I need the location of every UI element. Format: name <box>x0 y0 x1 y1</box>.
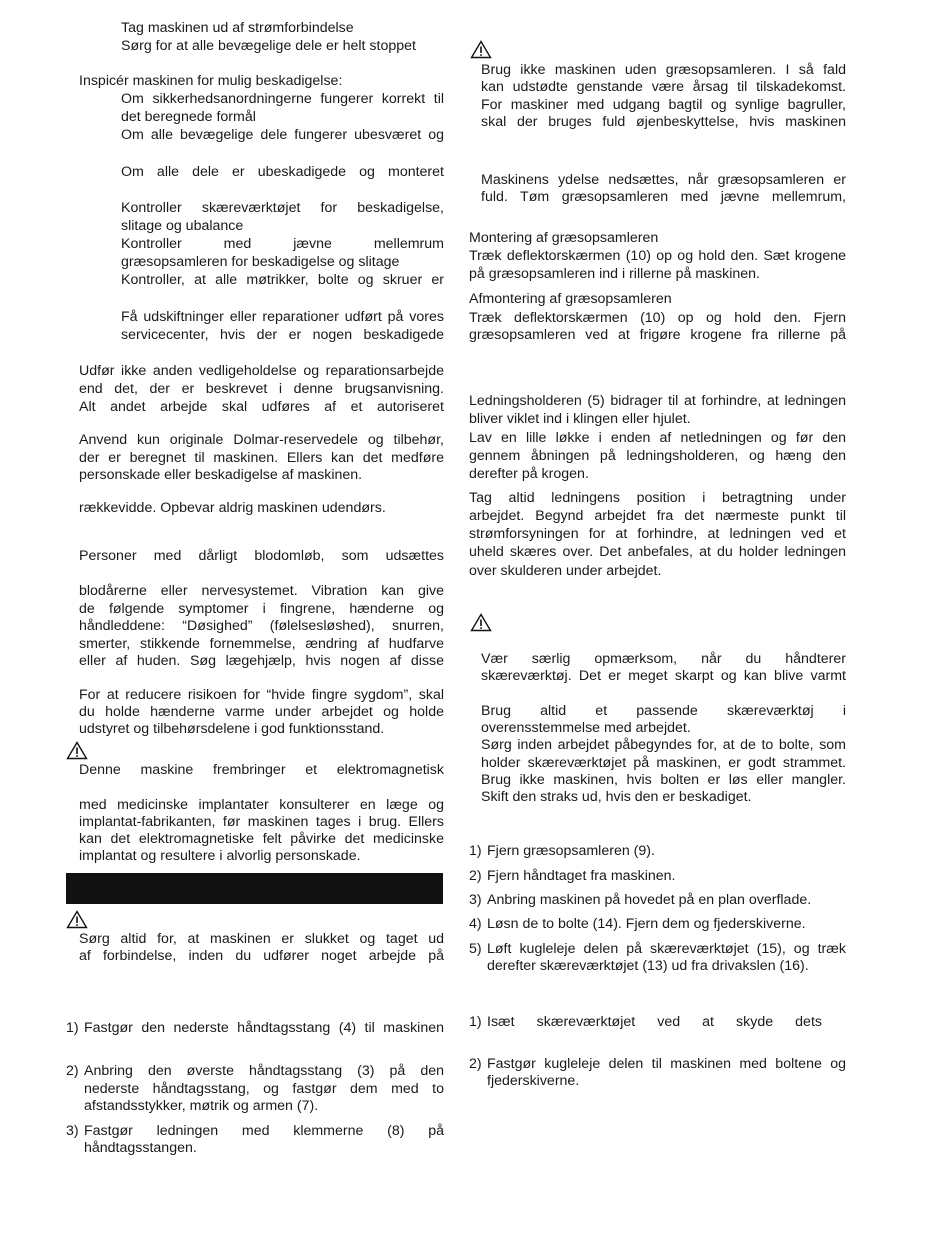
paragraph: holder skæreværktøjet på maskinen, er godt strammet. <box>481 755 846 771</box>
list-number: 1) <box>469 1014 482 1030</box>
paragraph: Personer med dårligt blodomløb, som udsættes <box>79 548 444 564</box>
list-item: Løft kugleleje delen på skæreværktøjet (15), og træk <box>487 941 846 957</box>
section-heading: Montering af græsopsamleren <box>469 230 659 246</box>
paragraph: skal der bruges fuld øjenbeskyttelse, hvis maskinen <box>481 114 846 130</box>
paragraph: Få udskiftninger eller reparationer udført på vores <box>121 309 444 325</box>
paragraph: Kontroller skæreværktøjet for beskadigelse, <box>121 200 444 216</box>
paragraph: bliver viklet ind i klingen eller hjulet. <box>469 411 691 427</box>
paragraph: Brug ikke maskinen, hvis bolten er løs eller mangler. <box>481 772 846 788</box>
paragraph: uheld skæres over. Det anbefales, at du holder ledningen <box>469 544 846 560</box>
paragraph: Anvend kun originale Dolmar-reservedele og tilbehør, <box>79 432 444 448</box>
paragraph: græsopsamleren for beskadigelse og slitage <box>121 254 400 270</box>
warning-triangle-icon <box>470 613 492 632</box>
list-item: derefter skæreværktøjet (13) ud fra drivakslen (16). <box>487 958 809 974</box>
list-number: 2) <box>66 1063 79 1079</box>
paragraph: fuld. Tøm græsopsamleren med jævne mellemrum, <box>481 189 846 205</box>
paragraph: Vær særlig opmærksom, når du håndterer <box>481 651 846 667</box>
list-number: 3) <box>66 1123 79 1139</box>
paragraph: servicecenter, hvis der er nogen beskadigede <box>121 327 444 343</box>
section-header-bar <box>66 873 443 904</box>
paragraph: Udfør ikke anden vedligeholdelse og reparationsarbejde <box>79 363 444 379</box>
list-item: Fastgør ledningen med klemmerne (8) på <box>84 1123 444 1139</box>
paragraph: Tag maskinen ud af strømforbindelse <box>121 20 354 36</box>
paragraph: med medicinske implantater konsulterer en læge og <box>79 797 444 813</box>
paragraph: kan det elektromagnetiske felt påvirke det medicinske <box>79 831 444 847</box>
paragraph: de følgende symptomer i fingrene, hænderne og <box>79 601 444 617</box>
paragraph: Denne maskine frembringer et elektromagnetisk <box>79 762 444 778</box>
list-number: 3) <box>469 892 482 908</box>
paragraph: Sørg for at alle bevægelige dele er helt stoppet <box>121 38 416 54</box>
list-item: nederste håndtagsstang, og fastgør dem med to <box>84 1081 444 1097</box>
warning-triangle-icon <box>66 741 88 760</box>
paragraph: implantat og resultere i alvorlig personskade. <box>79 848 361 864</box>
list-number: 5) <box>469 941 482 957</box>
paragraph: slitage og ubalance <box>121 218 244 234</box>
paragraph: strømforsyningen for at forhindre, at ledningen ved et <box>469 526 846 542</box>
paragraph: blodårerne eller nervesystemet. Vibration kan give <box>79 583 444 599</box>
paragraph: Træk deflektorskærmen (10) op og hold den. Sæt krogene <box>469 248 846 264</box>
paragraph: arbejdet. Begynd arbejdet fra det nærmeste punkt til <box>469 508 846 524</box>
paragraph: over skulderen under arbejdet. <box>469 563 662 579</box>
paragraph: personskade eller beskadigelse af maskinen. <box>79 467 363 483</box>
paragraph: overensstemmelse med arbejdet. <box>481 720 691 736</box>
paragraph: gennem åbningen på ledningsholderen, og hæng den <box>469 448 846 464</box>
paragraph: For at reducere risikoen for “hvide fingre sygdom”, skal <box>79 687 444 703</box>
warning-triangle-icon <box>66 910 88 929</box>
paragraph: end det, der er beskrevet i denne brugsanvisning. <box>79 381 444 397</box>
paragraph: skæreværktøj. Det er meget skarpt og kan blive varmt <box>481 668 846 684</box>
list-item: Anbring den øverste håndtagsstang (3) på den <box>84 1063 444 1079</box>
paragraph: der er beregnet til maskinen. Ellers kan det medføre <box>79 450 444 466</box>
paragraph: Alt andet arbejde skal udføres af et autoriseret <box>79 399 444 415</box>
paragraph: Kontroller, at alle møtrikker, bolte og skruer er <box>121 272 444 288</box>
paragraph: smerter, stikkende fornemmelse, ændring af hudfarve <box>79 636 444 652</box>
warning-triangle-icon <box>470 40 492 59</box>
paragraph: rækkevidde. Opbevar aldrig maskinen udendørs. <box>79 500 386 516</box>
paragraph: du holde hænderne varme under arbejdet og holde <box>79 704 444 720</box>
list-number: 1) <box>469 843 482 859</box>
paragraph: Sørg altid for, at maskinen er slukket og taget ud <box>79 931 444 947</box>
paragraph: håndleddene: “Døsighed” (følelsesløshed), snurren, <box>79 618 444 634</box>
list-item: Fastgør kugleleje delen til maskinen med boltene og <box>487 1056 846 1072</box>
list-number: 1) <box>66 1020 79 1036</box>
list-item: Anbring maskinen på hovedet på en plan overflade. <box>487 892 812 908</box>
paragraph: Træk deflektorskærmen (10) op og hold den. Fjern <box>469 310 846 326</box>
list-item: Løsn de to bolte (14). Fjern dem og fjederskiverne. <box>487 916 806 932</box>
paragraph: kan udstødte genstande være årsag til tilskadekomst. <box>481 79 846 95</box>
paragraph: Om alle bevægelige dele fungerer ubesværet og <box>121 127 444 143</box>
paragraph: implantat-fabrikanten, før maskinen tages i brug. Ellers <box>79 814 444 830</box>
paragraph: Brug altid et passende skæreværktøj i <box>481 703 846 719</box>
paragraph: Lav en lille løkke i enden af netledningen og før den <box>469 430 846 446</box>
list-item: Isæt skæreværktøjet ved at skyde dets <box>487 1014 822 1030</box>
paragraph: derefter på krogen. <box>469 466 589 482</box>
list-item: fjederskiverne. <box>487 1073 580 1089</box>
list-number: 2) <box>469 868 482 884</box>
paragraph: på græsopsamleren ind i rillerne på maskinen. <box>469 266 760 282</box>
paragraph: det beregnede formål <box>121 109 256 125</box>
paragraph: Kontroller med jævne mellemrum <box>121 236 444 252</box>
paragraph: Om sikkerhedsanordningerne fungerer korrekt til <box>121 91 444 107</box>
section-heading: Afmontering af græsopsamleren <box>469 291 672 307</box>
paragraph: Inspicér maskinen for mulig beskadigelse: <box>79 73 343 89</box>
list-item: afstandsstykker, møtrik og armen (7). <box>84 1098 319 1114</box>
list-number: 4) <box>469 916 482 932</box>
list-item: Fjern håndtaget fra maskinen. <box>487 868 676 884</box>
list-number: 2) <box>469 1056 482 1072</box>
paragraph: eller af huden. Søg lægehjælp, hvis nogen af disse <box>79 653 444 669</box>
list-item: Fastgør den nederste håndtagsstang (4) til maskinen <box>84 1020 444 1036</box>
paragraph: Skift den straks ud, hvis den er beskadiget. <box>481 789 752 805</box>
paragraph: Tag altid ledningens position i betragtning under <box>469 490 846 506</box>
list-item: Fjern græsopsamleren (9). <box>487 843 655 859</box>
list-item: håndtagsstangen. <box>84 1140 197 1156</box>
paragraph: af forbindelse, inden du udfører noget arbejde på <box>79 948 444 964</box>
paragraph: udstyret og tilbehørsdelene i god funktionsstand. <box>79 721 385 737</box>
paragraph: Sørg inden arbejdet påbegyndes for, at de to bolte, som <box>481 737 846 753</box>
paragraph: Maskinens ydelse nedsættes, når græsopsamleren er <box>481 172 846 188</box>
paragraph: For maskiner med udgang bagtil og synlige bagruller, <box>481 97 846 113</box>
paragraph: Om alle dele er ubeskadigede og monteret <box>121 164 444 180</box>
paragraph: græsopsamleren ved at frigøre krogene fra rillerne på <box>469 327 846 343</box>
paragraph: Ledningsholderen (5) bidrager til at forhindre, at ledningen <box>469 393 846 409</box>
paragraph: Brug ikke maskinen uden græsopsamleren. I så fald <box>481 62 846 78</box>
